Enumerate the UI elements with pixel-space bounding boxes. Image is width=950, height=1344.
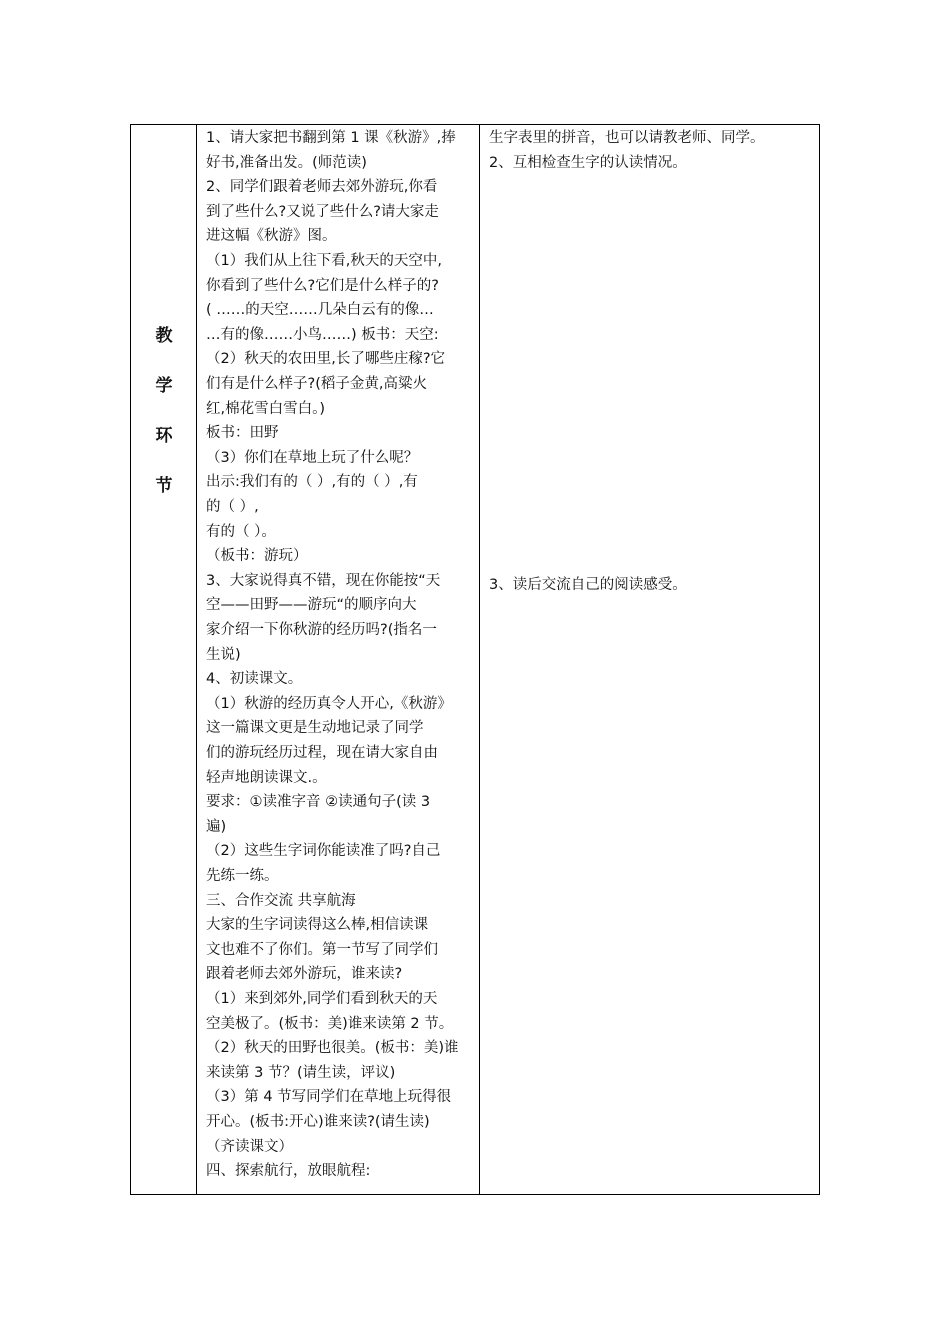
teacher-text-line: 红,棉花雪白雪白。) <box>206 400 326 417</box>
teacher-text-line: 先练一练。 <box>206 868 279 884</box>
teacher-text-line: （2）这些生字词你能读准了吗?自己 <box>206 843 441 860</box>
teacher-text-line: 你看到了些什么?它们是什么样子的? <box>206 277 439 294</box>
teacher-text-line: 空美极了。(板书：美)谁来读第 2 节。 <box>206 1015 454 1032</box>
student-text-line: 生字表里的拼音，也可以请教老师、同学。 <box>489 130 765 146</box>
teacher-text-line: 的（ ）, <box>206 499 259 515</box>
student-text-line: 2、互相检查生字的认读情况。 <box>489 155 687 171</box>
teacher-text-line: 四、探索航行，放眼航程: <box>206 1163 371 1180</box>
student-activity-column <box>480 125 819 1194</box>
teacher-text-line: （1）秋游的经历真令人开心,《秋游》 <box>206 695 452 712</box>
teacher-text-line: （齐读课文） <box>206 1138 293 1155</box>
section-column <box>131 125 197 1194</box>
teacher-text-line: 大家的生字词读得这么棒,相信读课 <box>206 917 429 934</box>
teacher-text-line: 跟着老师去郊外游玩，谁来读? <box>206 966 403 983</box>
teacher-text-line: 3、大家说得真不错，现在你能按“天 <box>206 572 441 589</box>
teacher-text-line: 遍) <box>206 818 227 835</box>
teacher-text-line: 轻声地朗读课文.。 <box>206 769 327 786</box>
teacher-text-line: 三、合作交流 共享航海 <box>206 892 356 909</box>
teacher-text-line: （板书：游玩） <box>206 548 308 565</box>
teacher-text-line: 4、初读课文。 <box>206 671 303 688</box>
teacher-text-line: 来读第 3 节？(请生读，评议) <box>206 1064 396 1081</box>
teacher-text-line: （2）秋天的农田里,长了哪些庄稼?它 <box>206 351 446 368</box>
teacher-text-line: ( ……的天空……几朵白云有的像… <box>206 302 434 319</box>
teacher-text-line: 开心。(板书:开心)谁来读?(请生读) <box>206 1114 430 1130</box>
teacher-activity-column <box>197 125 480 1194</box>
teacher-text-line: 空——田野——游玩“的顺序向大 <box>206 597 417 614</box>
teacher-text-line: （1）我们从上往下看,秋天的天空中, <box>206 253 442 269</box>
student-text-line: 3、读后交流自己的阅读感受。 <box>489 577 687 593</box>
teacher-text-line: （1）来到郊外,同学们看到秋天的天 <box>206 991 438 1007</box>
teacher-text-line: 板书：田野 <box>206 425 279 442</box>
section-char: 节 <box>155 476 173 496</box>
teacher-text-line: （3）你们在草地上玩了什么呢？ <box>206 449 419 466</box>
teacher-text-line: （3）第 4 节写同学们在草地上玩得很 <box>206 1089 452 1106</box>
lesson-plan-table <box>130 124 820 1195</box>
teacher-text-line: 有的（ ）。 <box>206 523 276 540</box>
teacher-text-line: 出示:我们有的（ ）,有的（ ）,有 <box>206 474 418 491</box>
teacher-text-line: 到了些什么?又说了些什么?请大家走 <box>206 203 439 220</box>
teacher-text-line: 文也难不了你们。第一节写了同学们 <box>206 941 438 958</box>
teacher-text-line: 们的游玩经历过程，现在请大家自由 <box>206 745 438 761</box>
teacher-text-line: 进这幅《秋游》图。 <box>206 228 337 245</box>
teacher-text-line: 好书,准备出发。(师范读) <box>206 154 367 171</box>
teacher-text-line: …有的像……小鸟……) 板书：天空: <box>206 326 439 343</box>
section-char: 学 <box>155 376 173 396</box>
section-char: 环 <box>155 426 173 446</box>
teacher-text-line: （2）秋天的田野也很美。(板书：美)谁 <box>206 1040 459 1057</box>
teacher-text-line: 生说) <box>206 646 241 663</box>
teacher-text-line: 要求：①读准字音 ②读通句子(读 3 <box>206 794 431 811</box>
teacher-text-line: 这一篇课文更是生动地记录了同学 <box>206 720 424 737</box>
section-label <box>131 321 197 521</box>
teacher-text-line: 2、同学们跟着老师去郊外游玩,你看 <box>206 179 438 196</box>
teacher-text-line: 家介绍一下你秋游的经历吗?(指名一 <box>206 622 437 638</box>
teacher-text-line: 1、请大家把书翻到第 1 课《秋游》,捧 <box>206 130 456 146</box>
teacher-text-line: 们有是什么样子?(稻子金黄,高粱火 <box>206 376 427 392</box>
section-char: 教 <box>155 326 173 346</box>
